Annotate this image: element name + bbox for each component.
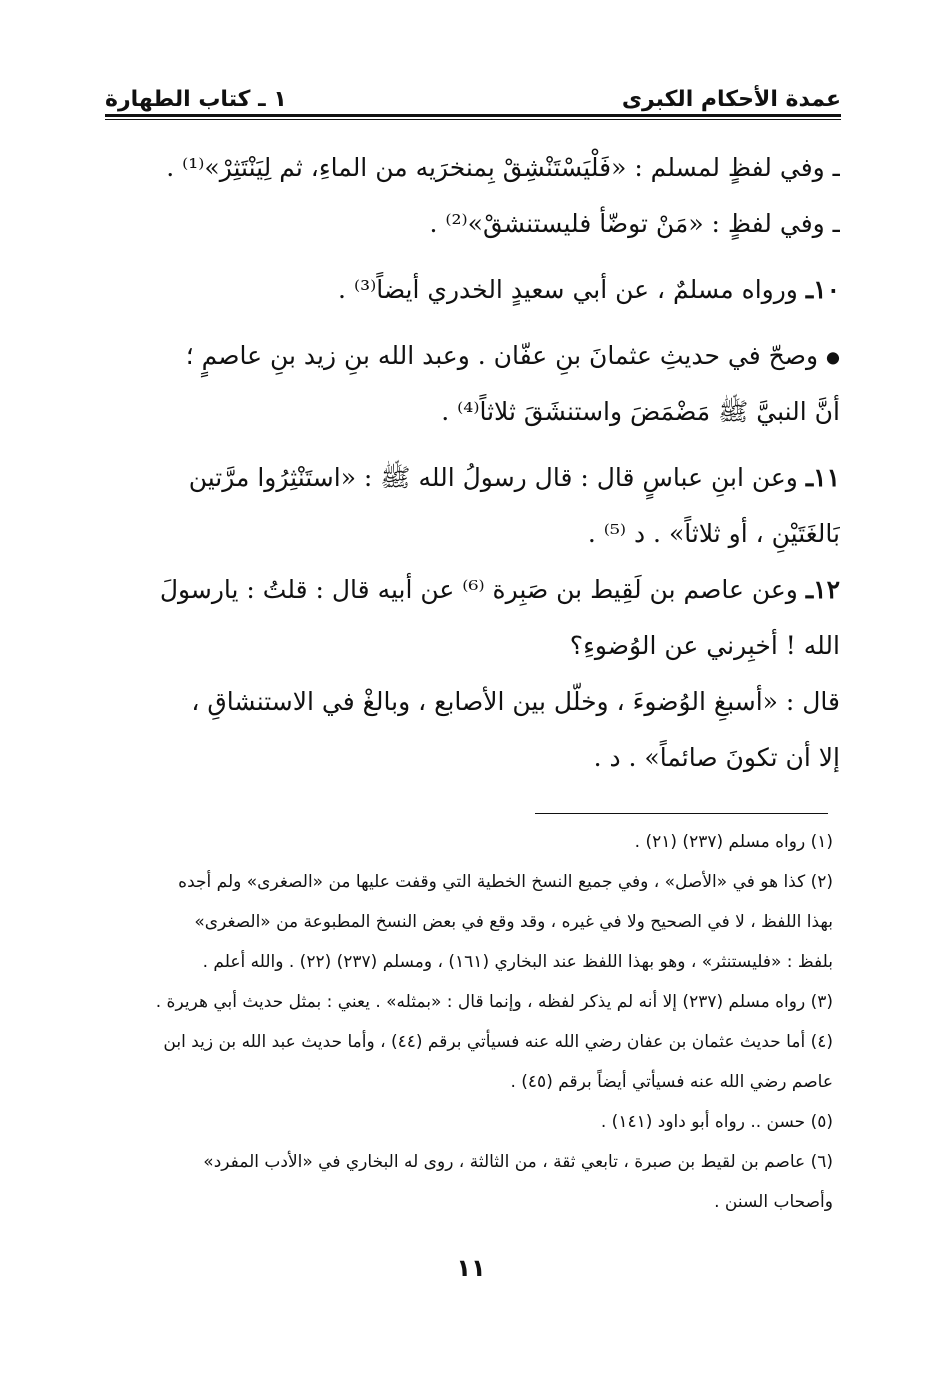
footnote-5: (٥) حسن .. رواه أبو داود (١٤١) . [600,1112,833,1132]
text-line-2: ـ وفي لفظٍ : «مَنْ توضّأ فليستنشقْ»⁽²⁾ . [429,209,840,238]
footnote-3: (٣) رواه مسلم (٢٣٧) إلا أنه لم يذكر لفظه ، وإنما قال : «بمثله» . يعني : بمثل حديث أبي هريرة . [155,992,833,1012]
text-line-9: الله ! أخبِرني عن الوُضوءِ؟ [569,631,840,660]
hadith-11 [95,450,840,506]
text-line-10: قال : «أسبغِ الوُضوءَ ، وخلّل بين الأصابع ، وبالغْ في الاستنشاقِ ، [191,687,840,716]
header-chapter: ١ ـ كتاب الطهارة [105,87,287,112]
text-line-11: إلا أن تكونَ صائماً» . د . [593,743,840,772]
footnote-4-line-2: عاصم رضي الله عنه فسيأتي أيضاً برقم (٤٥) . [510,1072,833,1092]
hadith-12-text: وعن عاصم بن لَقِيط بن صَبِرة ⁽⁶⁾ عن أبيه قال : قلتُ : يارسولَ [159,575,798,604]
footnote-4-line-1: (٤) أما حديث عثمان بن عفان رضي الله عنه فسيأتي برقم (٤٤) ، وأما حديث عبد الله بن زيد ابن [163,1032,833,1052]
text-line-4-content: وصحّ في حديثِ عثمانَ بنِ عفّان . وعبد الله بنِ زيد بنِ عاصمٍ ؛ [185,341,819,370]
footnote-2-line-2: بهذا اللفظ ، لا في الصحيح ولا في غيره ، وقد وقع في بعض النسخ المطبوعة من «الصغرى» [194,912,833,932]
header-rule [105,114,841,120]
hadith-number-12: ١٢ـ [805,575,840,604]
text-line-5: أنَّ النبيَّ ﷺ مَضْمَضَ واستنشَقَ ثلاثاً⁽⁴⁾ . [441,397,840,426]
running-header [105,70,841,112]
footnote-2-line-3: بلفظ : «فليستنثر» ، وهو بهذا اللفظ عند البخاري (١٦١) ، ومسلم (٢٣٧) (٢٢) . والله أعلم . [202,952,833,972]
bullet-icon: ● [826,347,840,367]
text-line-4 [95,328,840,384]
header-book-title: عمدة الأحكام الكبرى [621,87,841,112]
footnote-6-line-2: وأصحاب السنن . [714,1192,833,1212]
main-text [95,140,840,786]
footnote-separator [535,813,828,814]
text-line-7: بَالغَتَيْنِ ، أو ثلاثاً» . د ⁽⁵⁾ . [587,519,840,548]
footnote-2-line-1: (٢) كذا هو في «الأصل» ، وفي جميع النسخ الخطية التي وقفت عليها من «الصغرى» ولم أجده [178,872,833,892]
hadith-number-11: ١١ـ [805,463,840,492]
footnotes [98,822,833,1222]
hadith-11-text: وعن ابنِ عباسٍ قال : قال رسولُ الله ﷺ : «استَنْثِرُوا مرَّتين [188,463,798,492]
hadith-10 [95,262,840,318]
hadith-number-10: ١٠ـ [805,275,840,304]
footnote-1: (١) رواه مسلم (٢٣٧) (٢١) . [634,832,833,852]
footnote-6-line-1: (٦) عاصم بن لقيط بن صبرة ، تابعي ثقة ، من الثالثة ، روى له البخاري في «الأدب المفرد» [203,1152,833,1172]
text-line-1: ـ وفي لفظٍ لمسلم : «فَلْيَسْتَنْشِقْ بِمنخرَيه من الماءِ، ثم لِيَنْتَثِرْ»⁽¹⁾ . [166,153,840,182]
hadith-10-text: ورواه مسلمٌ ، عن أبي سعيدٍ الخدري أيضاً⁽³⁾ . [338,275,798,304]
hadith-12 [95,562,840,618]
page-number: ١١ [456,1254,486,1282]
